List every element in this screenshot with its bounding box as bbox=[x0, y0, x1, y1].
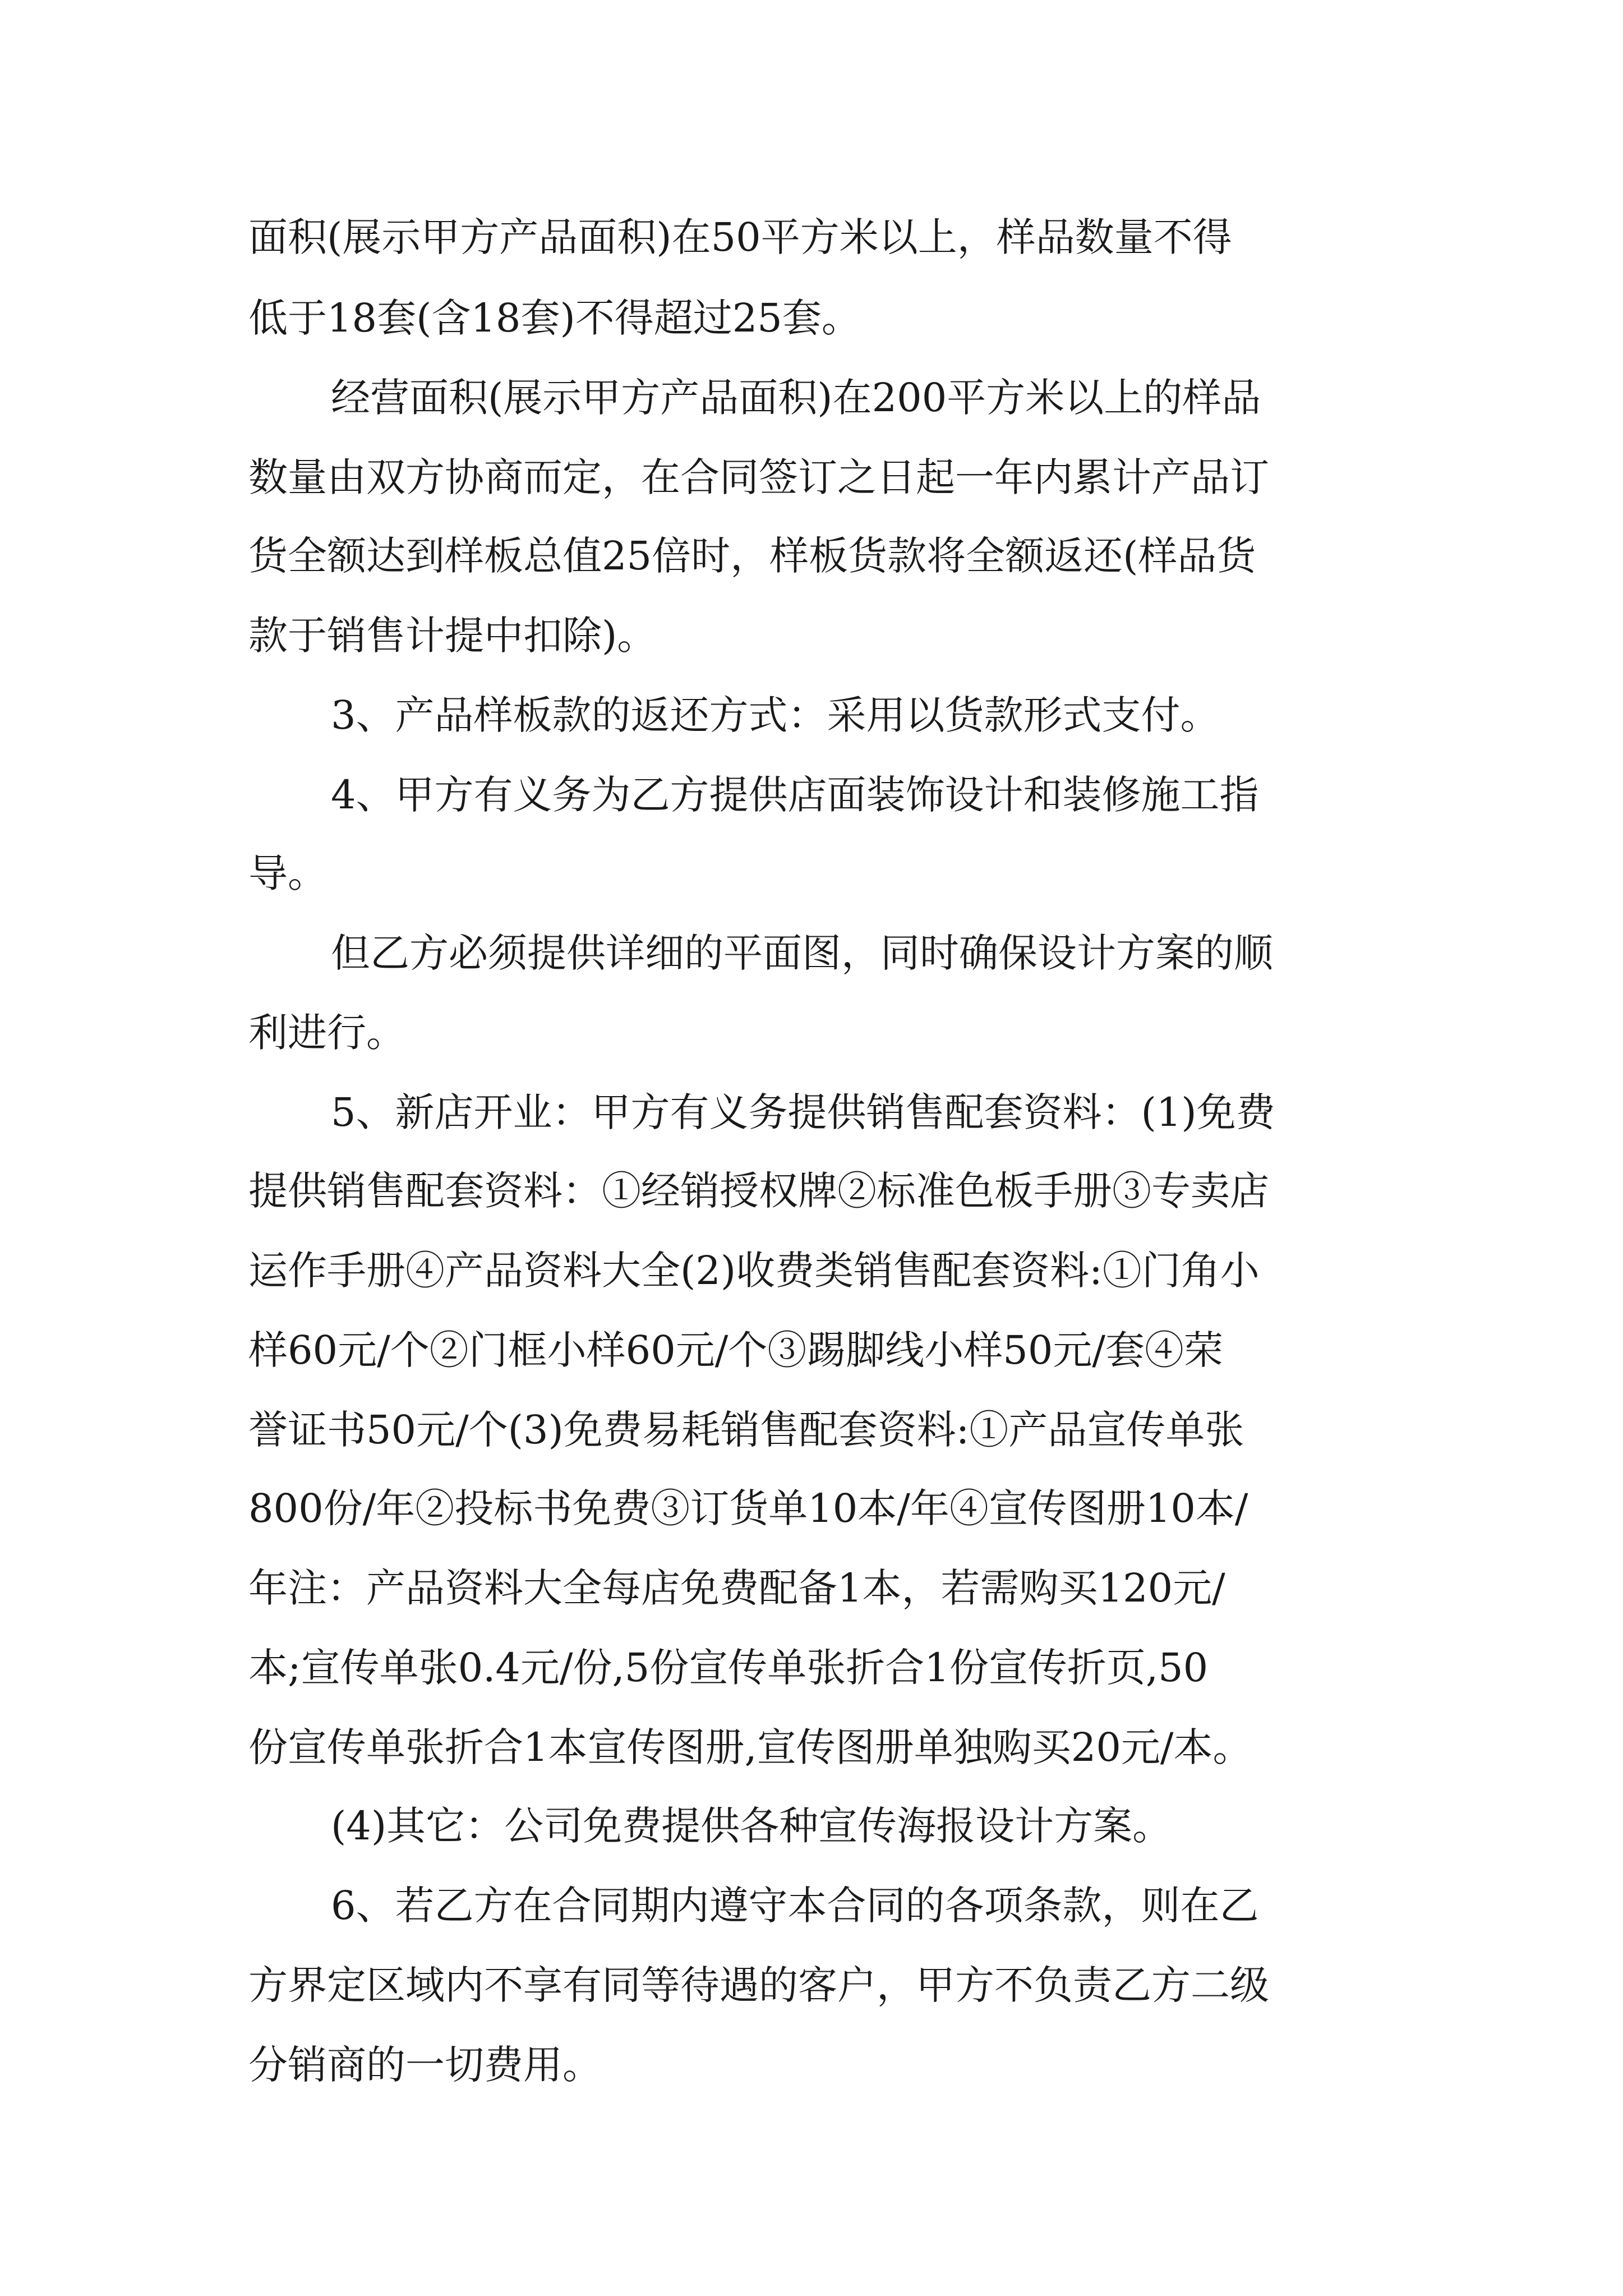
text-line: 分销商的一切费用。 bbox=[248, 2042, 602, 2088]
text-line: 利进行。 bbox=[248, 1010, 405, 1056]
text-line: 但乙方必须提供详细的平面图，同时确保设计方案的顺 bbox=[331, 930, 1273, 976]
text-line: 6、若乙方在合同期内遵守本合同的各项条款，则在乙 bbox=[331, 1883, 1259, 1929]
text-line: 年注：产品资料大全每店免费配备1本，若需购买120元/ bbox=[248, 1565, 1225, 1611]
text-line: (4)其它：公司免费提供各种宣传海报设计方案。 bbox=[331, 1803, 1172, 1849]
text-line: 誉证书50元/个(3)免费易耗销售配套资料:①产品宣传单张 bbox=[248, 1407, 1244, 1453]
text-line: 提供销售配套资料：①经销授权牌②标准色板手册③专卖店 bbox=[248, 1168, 1269, 1214]
text-line: 方界定区域内不享有同等待遇的客户，甲方不负责乙方二级 bbox=[248, 1962, 1269, 2008]
text-line: 份宣传单张折合1本宣传图册,宣传图册单独购买20元/本。 bbox=[248, 1724, 1252, 1770]
text-line: 经营面积(展示甲方产品面积)在200平方米以上的样品 bbox=[331, 375, 1261, 421]
text-line: 5、新店开业：甲方有义务提供销售配套资料：(1)免费 bbox=[331, 1089, 1275, 1135]
text-line: 3、产品样板款的返还方式：采用以货款形式支付。 bbox=[331, 692, 1220, 738]
text-line: 800份/年②投标书免费③订货单10本/年④宣传图册10本/ bbox=[248, 1485, 1248, 1531]
text-line: 运作手册④产品资料大全(2)收费类销售配套资料:①门角小 bbox=[248, 1248, 1260, 1294]
text-line: 数量由双方协商而定，在合同签订之日起一年内累计产品订 bbox=[248, 454, 1269, 500]
text-line: 样60元/个②门框小样60元/个③踢脚线小样50元/套④荣 bbox=[248, 1327, 1223, 1373]
text-line: 款于销售计提中扣除)。 bbox=[248, 613, 657, 659]
text-line: 货全额达到样板总值25倍时，样板货款将全额返还(样品货 bbox=[248, 533, 1256, 579]
text-line: 导。 bbox=[248, 850, 327, 896]
text-line: 4、甲方有义务为乙方提供店面装饰设计和装修施工指 bbox=[331, 772, 1259, 818]
text-line: 面积(展示甲方产品面积)在50平方米以上，样品数量不得 bbox=[248, 214, 1232, 260]
text-line: 低于18套(含18套)不得超过25套。 bbox=[248, 295, 861, 341]
text-line: 本;宣传单张0.4元/份,5份宣传单张折合1份宣传折页,50 bbox=[248, 1645, 1209, 1691]
